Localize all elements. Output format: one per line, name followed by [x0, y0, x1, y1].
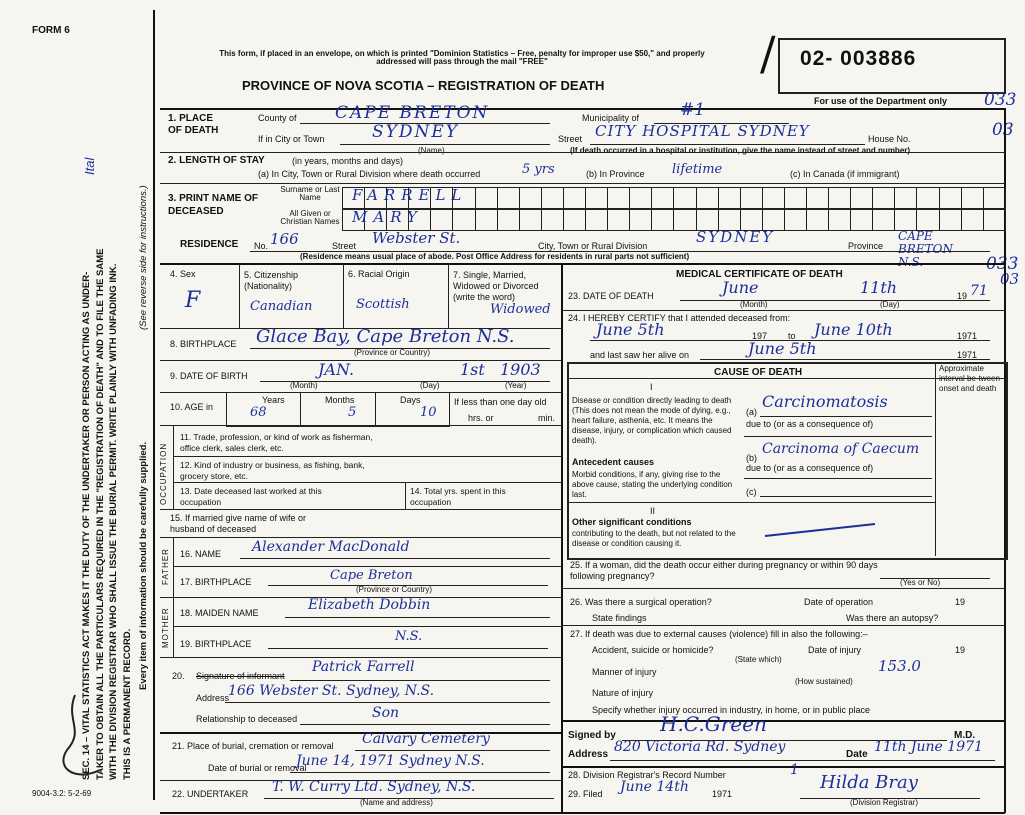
q12-industry: 12. Kind of industry or business, as fishing, bank, grocery store, etc.	[180, 460, 365, 481]
birthplace-caption: (Province or Country)	[354, 348, 431, 357]
every-item-note: Every item of information should be carefully supplied.	[138, 441, 149, 690]
mother-birthplace-label: 19. BIRTHPLACE	[180, 639, 252, 649]
physician-date: 11th June 1971	[874, 739, 983, 755]
physician-address-line	[610, 760, 995, 761]
name-caption: (Name)	[418, 146, 445, 155]
filed-label: 29. Filed	[568, 789, 603, 799]
part-two-label: II	[650, 506, 656, 516]
date-of-death-year-prefix: 19	[957, 291, 968, 301]
father-birthplace-label: 17. BIRTHPLACE	[180, 577, 252, 587]
informant-number: 20.	[172, 671, 185, 681]
relationship-line	[300, 724, 550, 725]
cause-c-label: (c)	[746, 487, 757, 497]
col-rule-b	[343, 263, 344, 328]
q25-caption: (Yes or No)	[900, 578, 941, 587]
given-names-label: All Given or Christian Names	[280, 209, 340, 226]
residence-city-value: SYDNEY	[696, 228, 775, 246]
print-name-label: 3. PRINT NAME OF DECEASED	[168, 193, 259, 217]
antecedent-label: Antecedent causes	[572, 457, 655, 467]
state-which-caption: (State which)	[735, 655, 782, 664]
cause-c-line	[760, 496, 932, 497]
undertaker-caption: (Name and address)	[360, 798, 433, 807]
father-name-label: 16. NAME	[180, 549, 222, 559]
father-birthplace-value: Cape Breton	[330, 568, 413, 583]
given-names-value: MARY	[352, 208, 423, 226]
dob-year: 1903	[500, 360, 541, 379]
burial-date-line	[290, 772, 550, 773]
slash-mark: /	[760, 26, 776, 80]
med-rule-1	[561, 310, 1004, 311]
attended-label: 24. I HEREBY CERTIFY that I attended deceased from:	[568, 313, 791, 323]
dob-label: 9. DATE OF BIRTH	[170, 371, 248, 381]
undertaker-label: 22. UNDERTAKER	[172, 789, 249, 799]
occupation-side-label: OCCUPATION	[159, 442, 168, 505]
q26-date-label: Date of operation	[804, 597, 874, 607]
signed-by-label: Signed by	[568, 730, 616, 741]
row-rule-8	[160, 509, 561, 510]
stay-province-label: (b) In Province	[586, 169, 645, 179]
q27-external: 27. If death was due to external causes (violence) fill in also the following:–	[570, 629, 868, 639]
q26-autopsy: Was there an autopsy?	[846, 613, 939, 623]
margin-handwritten-note: Ital	[82, 157, 97, 175]
residence-no-value: 166	[270, 230, 299, 248]
father-rule	[173, 566, 561, 567]
sex-label: 4. Sex	[170, 269, 196, 279]
antecedent-text: Morbid conditions, if any, giving rise to the above cause, stating the underlying condition last.	[572, 470, 733, 499]
occupation-rule-1	[173, 456, 561, 457]
mother-side-rule	[173, 597, 174, 657]
burial-date-label: Date of burial or removal	[208, 763, 307, 773]
mother-side-label: MOTHER	[161, 607, 170, 648]
age-years-value: 68	[250, 405, 267, 420]
registration-number: 02- 003886	[800, 47, 917, 70]
age-rule-1	[300, 392, 301, 425]
informant-signature-label: Signature of informant	[196, 671, 285, 681]
length-of-stay-caption: (in years, months and days)	[292, 156, 404, 166]
dob-month: JAN.	[318, 360, 355, 379]
attended-from: June 5th	[596, 320, 665, 339]
informant-address: 166 Webster St. Sydney, N.S.	[228, 683, 435, 699]
occupation-rule-3	[405, 482, 406, 509]
q13-last-worked: 13. Date deceased last worked at this occupation	[180, 486, 322, 507]
other-conditions-dash	[760, 518, 880, 542]
less-than-day-label: If less than one day old	[454, 397, 547, 407]
city-line	[340, 144, 550, 145]
q26-year: 19	[955, 597, 966, 607]
sec14-notice: SEC. 14 – VITAL STATISTICS ACT MAKES IT THE DUTY OF THE UNDERTAKER OR PERSON ACTING AS UNDER-TAKER TO OBTAIN ALL THE PARTICULARS REQUIRED IN THE "REGISTRATION OF DEATH" AND TO FILE THE SAME WITH THE DIVISION REGISTRAR WHO SHALL ISSUE THE BURIAL PERMIT. WRITE PLAINLY WITH UNFADING INK. THIS IS A PERMANENT RECORD.	[81, 248, 133, 780]
relationship-label: Relationship to deceased	[196, 714, 298, 724]
filed-value: June 14th	[620, 779, 689, 795]
informant-address-line	[225, 702, 550, 703]
date-of-injury-year: 19	[955, 645, 966, 655]
stay-canada-label: (c) In Canada (if immigrant)	[790, 169, 900, 179]
registrar-record-value: 1	[790, 762, 799, 778]
surname-value: FARRELL	[352, 186, 468, 204]
residence-province-value: CAPE BRETON N.S.	[898, 229, 953, 269]
part-two-rule	[567, 502, 935, 503]
last-saw-value: June 5th	[748, 339, 817, 358]
cause-b-label: (b)	[746, 453, 757, 463]
mother-birthplace-line	[268, 648, 548, 649]
length-of-stay-label: 2. LENGTH OF STAY	[168, 155, 265, 166]
county-value: CAPE BRETON	[335, 103, 490, 123]
last-saw-line	[700, 359, 990, 360]
municipality-label: Municipality of	[582, 113, 640, 123]
part-one-text: Disease or condition directly leading to death (This does not mean the mode of dying, e.g., heart failure, asthenia, etc. It means the disease, injury, or complication which caused death).	[572, 396, 732, 445]
date-of-injury-label: Date of injury	[808, 645, 862, 655]
dept-code-2: 03	[992, 120, 1014, 140]
reverse-note: (See reverse side for instructions.)	[138, 185, 149, 330]
dept-code-1: 033	[984, 90, 1017, 110]
residence-street-value: Webster St.	[372, 229, 461, 247]
death-day-caption: (Day)	[880, 300, 900, 309]
hospital-note: (If death occurred in a hospital or institution, give the name instead of street and number)	[570, 146, 911, 155]
row-rule-9	[160, 537, 561, 538]
street-label: Street	[558, 134, 583, 144]
cause-heading-rule	[567, 378, 1004, 379]
date-of-death-label: 23. DATE OF DEATH	[568, 291, 654, 301]
birthplace-label: 8. BIRTHPLACE	[170, 339, 237, 349]
age-months-label: Months	[325, 395, 355, 405]
registrar-record-label: 28. Division Registrar's Record Number	[568, 770, 726, 780]
q11-trade: 11. Trade, profession, or kind of work as fisherman, office clerk, sales clerk, etc.	[180, 432, 373, 453]
attended-to-prefix: 197	[752, 331, 768, 341]
city-label: If in City or Town	[258, 134, 325, 144]
cause-a-value: Carcinomatosis	[762, 392, 888, 411]
col-rule-a	[239, 263, 240, 328]
mother-rule	[173, 626, 561, 627]
physician-date-label: Date	[846, 749, 868, 760]
mother-maiden-label: 18. MAIDEN NAME	[180, 608, 259, 618]
date-of-death-day: 11th	[860, 278, 898, 297]
col-rule-c	[448, 263, 449, 328]
residence-province-label: Province	[848, 241, 884, 251]
last-saw-label: and last saw her alive on	[590, 350, 690, 360]
registrar-caption: (Division Registrar)	[850, 798, 919, 807]
cause-a-label: (a)	[746, 407, 757, 417]
frame-bottom	[160, 812, 1005, 814]
age-years-label: Years	[262, 395, 285, 405]
given-names-cells	[342, 209, 1006, 231]
street-value: CITY HOSPITAL SYDNEY	[595, 122, 810, 140]
q25-pregnancy: 25. If a woman, did the death occur either during pregnancy or within 90 days following pregnancy?	[570, 560, 878, 581]
md-label: M.D.	[954, 730, 976, 741]
death-month-caption: (Month)	[740, 300, 768, 309]
med-rule-4	[561, 720, 1004, 722]
mother-birthplace-value: N.S.	[395, 629, 423, 644]
burial-place-value: Calvary Cemetery	[362, 731, 490, 747]
racial-origin-value: Scottish	[356, 297, 410, 312]
stay-city-label: (a) In City, Town or Rural Division where death occurred	[258, 169, 481, 179]
hours-label: hrs. or	[468, 413, 494, 423]
dob-year-caption: (Year)	[505, 381, 527, 390]
occupation-rule-2	[173, 482, 561, 483]
row-rule-1	[160, 152, 1005, 153]
last-saw-year: 1971	[957, 350, 978, 360]
age-rule-2	[375, 392, 376, 425]
attended-to-year: 1971	[957, 331, 978, 341]
row-rule-11	[160, 657, 561, 658]
stay-city-value: 5 yrs	[522, 162, 555, 177]
place-label: 1. PLACE OF DEATH	[168, 113, 219, 136]
mother-maiden-line	[285, 617, 550, 618]
marital-status-label: 7. Single, Married, Widowed or Divorced (write the word)	[453, 270, 539, 302]
informant-address-label: Address	[196, 693, 230, 703]
informant-name: Patrick Farrell	[312, 659, 415, 675]
dept-use-note: For use of the Department only	[814, 96, 948, 106]
city-value: SYDNEY	[372, 122, 460, 142]
physician-address-label: Address	[568, 749, 609, 760]
residence-note: (Residence means usual place of abode. Post Office Address for residents in rural parts not sufficient)	[300, 252, 690, 261]
relationship-value: Son	[372, 705, 400, 721]
physician-signature: H.C.Green	[660, 712, 767, 736]
father-name-value: Alexander MacDonald	[252, 539, 410, 555]
mother-maiden-value: Elizabeth Dobbin	[308, 597, 431, 613]
house-label: House No.	[868, 134, 911, 144]
residence-city-label: City, Town or Rural Division	[538, 241, 648, 251]
cause-a-rule	[744, 436, 932, 437]
row-rule-2	[160, 183, 1005, 184]
residence-no-label: No.	[254, 241, 269, 251]
burial-place-label: 21. Place of burial, cremation or removal	[172, 741, 334, 751]
father-birthplace-caption: (Province or Country)	[356, 585, 433, 594]
how-sustained-caption: (How sustained)	[795, 677, 853, 686]
citizenship-label: 5. Citizenship (Nationality)	[244, 270, 299, 291]
attended-to-label: to	[788, 331, 796, 341]
specify-label: Specify whether injury occurred in industry, in home, or in public place	[592, 705, 870, 715]
racial-origin-label: 6. Racial Origin	[348, 269, 410, 279]
citizenship-value: Canadian	[250, 299, 313, 314]
other-conditions-text: contributing to the death, but not related to the disease or condition causing it.	[572, 529, 736, 548]
med-rule-2	[561, 588, 1004, 589]
q26-operation: 26. Was there a surgical operation?	[570, 597, 712, 607]
dob-day-caption: (Day)	[420, 381, 440, 390]
medical-heading: MEDICAL CERTIFICATE OF DEATH	[676, 269, 843, 280]
dob-month-caption: (Month)	[290, 381, 318, 390]
father-name-line	[240, 558, 550, 559]
cause-b-due-to: due to (or as a consequence of)	[746, 463, 874, 473]
occupation-side-rule	[173, 425, 174, 509]
registrar-signature: Hilda Bray	[820, 772, 918, 793]
form-label: FORM 6	[32, 25, 70, 36]
age-months-value: 5	[348, 405, 357, 420]
q26-findings: State findings	[592, 613, 647, 623]
med-rule-3	[561, 625, 1004, 626]
med-rule-5	[561, 766, 1004, 768]
cause-b-rule	[744, 478, 932, 479]
row-rule-7	[160, 425, 561, 426]
burial-place-line	[355, 750, 550, 751]
age-label: 10. AGE in	[170, 402, 214, 412]
surname-label: Surname or Last Name	[280, 185, 340, 202]
q15-spouse: 15. If married give name of wife or husband of deceased	[170, 513, 307, 534]
dob-day: 1st	[460, 360, 485, 379]
part-one-label: I	[650, 382, 653, 392]
row-rule-3	[160, 263, 1005, 265]
age-days-value: 10	[420, 405, 437, 420]
father-side-rule	[173, 537, 174, 597]
date-of-death-line	[680, 300, 990, 301]
interval-label: Approximate interval be-tween onset and death	[939, 364, 1000, 393]
form-code: 9004-3.2: 5-2-69	[32, 789, 92, 798]
stay-province-value: lifetime	[672, 162, 723, 177]
cause-heading: CAUSE OF DEATH	[714, 367, 803, 378]
municipality-value: #1	[680, 100, 706, 120]
dept-code-3: 033	[986, 254, 1019, 274]
cause-a-line	[760, 416, 932, 417]
residence-street-label: Street	[332, 241, 357, 251]
margin-rule	[153, 10, 155, 800]
date-of-death-year: 71	[970, 283, 988, 299]
other-conditions-label: Other significant conditions	[572, 517, 692, 527]
age-days-label: Days	[400, 395, 421, 405]
residence-label: RESIDENCE	[180, 239, 239, 250]
accident-label: Accident, suicide or homicide?	[592, 645, 714, 655]
nature-label: Nature of injury	[592, 688, 654, 698]
burial-date-value: June 14, 1971 Sydney N.S.	[296, 753, 485, 769]
sex-value: F	[185, 288, 201, 313]
informant-line	[290, 680, 550, 681]
interval-column-rule	[935, 362, 936, 556]
cause-a-due-to: due to (or as a consequence of)	[746, 419, 874, 429]
q14-years: 14. Total yrs. spent in this occupation	[410, 486, 506, 507]
mail-notice: This form, if placed in an envelope, on which is printed "Dominion Statistics – Free, penalty for improper use $50," and properly addressed will pass through the mail "FREE"	[219, 49, 705, 66]
county-label: County of	[258, 113, 297, 123]
manner-label: Manner of injury	[592, 667, 657, 677]
minutes-label: min.	[538, 413, 556, 423]
birthplace-value: Glace Bay, Cape Breton N.S.	[256, 326, 515, 347]
attended-to: June 10th	[814, 320, 893, 339]
filed-year: 1971	[712, 789, 733, 799]
form-title: PROVINCE OF NOVA SCOTIA – REGISTRATION OF DEATH	[242, 78, 605, 93]
cause-b-value: Carcinoma of Caecum	[762, 441, 920, 457]
street-line	[590, 144, 865, 145]
father-side-label: FATHER	[161, 548, 170, 585]
row-rule-12	[160, 732, 561, 734]
marital-status-value: Widowed	[490, 302, 551, 317]
margin-signature-mark	[45, 690, 115, 790]
undertaker-value: T. W. Curry Ltd. Sydney, N.S.	[272, 779, 476, 795]
column-divider	[561, 263, 563, 812]
dept-code-4: 03	[1000, 270, 1020, 288]
manner-value: 153.0	[878, 657, 921, 675]
date-of-death-month: June	[722, 278, 759, 297]
frame-top	[160, 108, 1005, 110]
physician-address: 820 Victoria Rd. Sydney	[614, 739, 786, 755]
